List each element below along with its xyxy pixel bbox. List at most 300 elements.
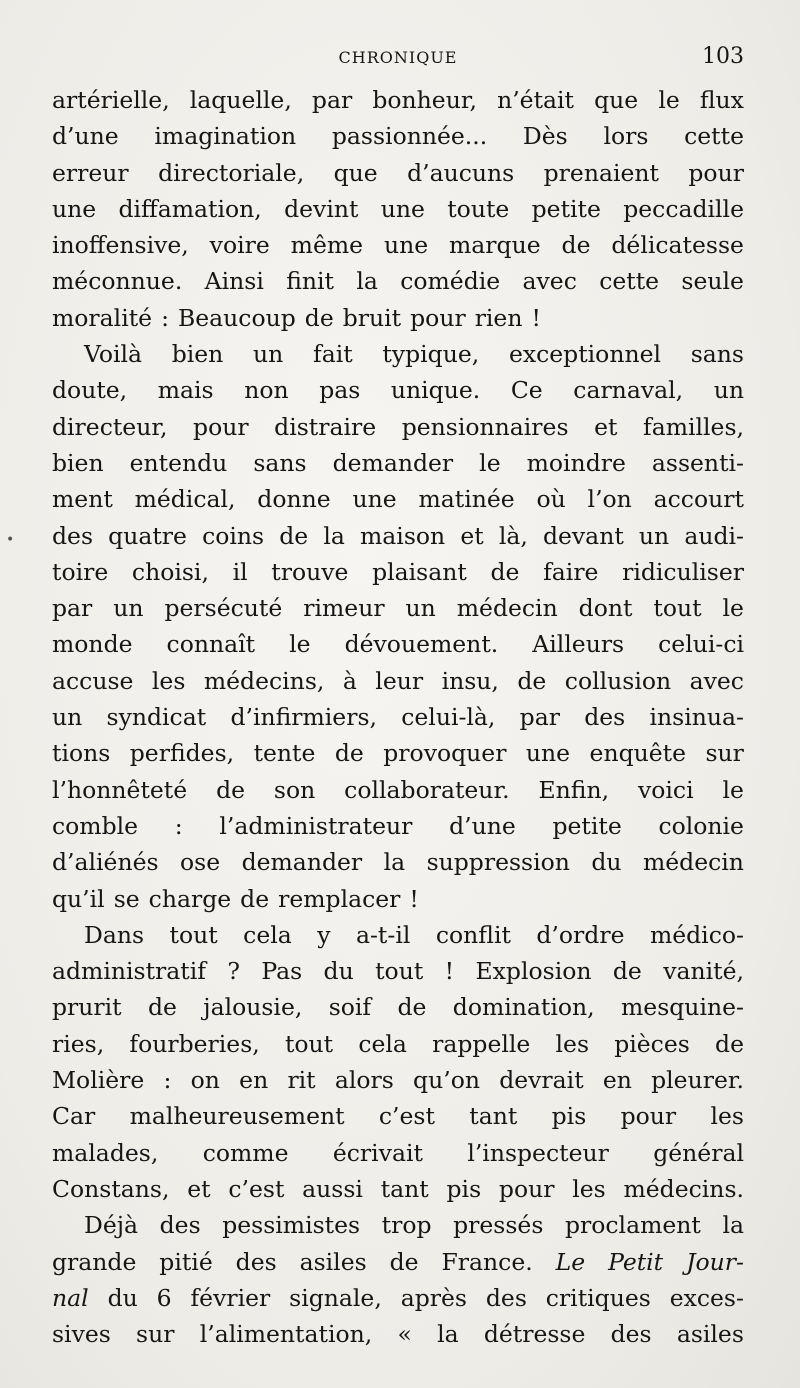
- word: une: [52, 194, 97, 223]
- word: carnaval,: [573, 376, 684, 405]
- word: cette: [599, 267, 660, 296]
- word: :: [174, 811, 183, 840]
- word: moindre: [526, 448, 626, 477]
- word: domination,: [452, 993, 595, 1022]
- word: tente: [253, 739, 316, 768]
- word: de: [561, 231, 591, 260]
- word: cela: [243, 920, 292, 949]
- word: familles,: [643, 412, 744, 441]
- word: nal: [52, 1283, 89, 1312]
- word: de: [517, 666, 547, 695]
- running-head: [52, 44, 744, 74]
- word: fait: [313, 340, 353, 369]
- word: Ce: [510, 376, 543, 405]
- word: bien: [52, 448, 104, 477]
- word: provoquer: [383, 739, 507, 768]
- word: pitié: [159, 1247, 213, 1276]
- word: marque: [449, 231, 541, 260]
- word: l’alimentation,: [199, 1320, 373, 1349]
- word: malades,: [52, 1138, 159, 1167]
- word: pensionnaires: [401, 412, 569, 441]
- word: médecins,: [203, 666, 325, 695]
- text-line: [52, 554, 744, 590]
- word: médecin: [456, 594, 558, 623]
- word: demander: [241, 848, 363, 877]
- text-line: [52, 1280, 744, 1316]
- word: cela: [358, 1029, 407, 1058]
- word: trop: [381, 1211, 432, 1240]
- word: 6: [156, 1283, 172, 1312]
- word: la: [323, 521, 345, 550]
- word: tout: [284, 1029, 334, 1058]
- word: !: [531, 303, 541, 332]
- word: enquête: [589, 739, 687, 768]
- word: tout: [653, 594, 702, 623]
- word: les: [555, 1029, 590, 1058]
- word: Voilà: [84, 340, 143, 369]
- word: flux: [699, 86, 744, 114]
- word: suppression: [426, 848, 570, 877]
- word: doute,: [52, 376, 128, 405]
- word: des: [52, 521, 94, 550]
- text-line: [52, 772, 744, 808]
- word: général: [653, 1138, 744, 1167]
- word: pis: [446, 1174, 482, 1203]
- word: bien: [171, 340, 224, 369]
- word: Dans: [84, 920, 145, 949]
- text-line: [52, 1171, 744, 1207]
- word: de: [397, 993, 427, 1022]
- word: médico-: [649, 920, 744, 949]
- word: asiles: [299, 1247, 367, 1276]
- word: d’infirmiers,: [230, 703, 377, 732]
- word: syndicat: [106, 703, 207, 732]
- word: connaît: [166, 630, 256, 659]
- word: pour: [620, 1102, 677, 1131]
- word: Car: [52, 1102, 96, 1131]
- word: de: [612, 957, 642, 986]
- text-line: [52, 82, 744, 118]
- word: médecin: [642, 848, 744, 877]
- word: y: [317, 920, 331, 949]
- word: une: [380, 194, 425, 223]
- text-line: [52, 263, 744, 299]
- word: Jour-: [686, 1247, 744, 1276]
- running-title: CHRONIQUE: [338, 48, 458, 67]
- word: laquelle,: [189, 86, 292, 114]
- word: à: [342, 666, 357, 695]
- word: écrivait: [332, 1138, 423, 1167]
- word: celui-ci: [658, 630, 744, 659]
- word: plaisant: [372, 557, 467, 586]
- word: où: [536, 485, 566, 514]
- word: une: [383, 231, 429, 260]
- word: toute: [447, 194, 510, 223]
- word: collusion: [564, 666, 672, 695]
- word: des: [235, 1247, 277, 1276]
- word: avec: [522, 267, 577, 296]
- word: de: [216, 775, 246, 804]
- word: lors: [603, 122, 649, 151]
- word: grande: [52, 1247, 137, 1276]
- word: qu’il: [52, 884, 105, 913]
- word: de: [715, 1029, 744, 1058]
- text-line: [52, 336, 744, 372]
- word: le: [722, 594, 744, 623]
- text-line: [52, 518, 744, 554]
- word: Beaucoup: [177, 303, 296, 332]
- text-line: [52, 844, 744, 880]
- word: comble: [52, 811, 139, 840]
- word: matinée: [418, 485, 515, 514]
- word: mesquine-: [621, 993, 744, 1022]
- word: médecins.: [623, 1174, 744, 1203]
- word: demander: [332, 448, 454, 477]
- word: remplacer: [278, 884, 401, 913]
- text-line: [52, 917, 744, 953]
- text-line: [52, 481, 744, 517]
- word: accourt: [653, 485, 744, 514]
- word: tout: [375, 957, 424, 986]
- word: audi-: [684, 521, 744, 550]
- word: Déjà: [84, 1211, 139, 1240]
- word: insinua-: [649, 703, 744, 732]
- word: moralité: [52, 303, 153, 332]
- word: toire: [52, 557, 109, 586]
- word: voire: [209, 231, 270, 260]
- word: «: [397, 1320, 412, 1349]
- word: par: [52, 594, 93, 623]
- word: collaborateur.: [344, 775, 510, 804]
- word: pessimistes: [222, 1211, 361, 1240]
- word: tout: [169, 920, 218, 949]
- word: alors: [334, 1066, 394, 1095]
- text-line: [52, 1135, 744, 1171]
- word: médical,: [134, 485, 236, 514]
- word: même: [290, 231, 364, 260]
- word: l’honnêteté: [52, 775, 188, 804]
- word: pour: [193, 412, 249, 441]
- text-line: [52, 735, 744, 771]
- word: mais: [157, 376, 214, 405]
- word: ment: [52, 485, 113, 514]
- word: de: [147, 993, 177, 1022]
- word: ose: [180, 848, 221, 877]
- word: France.: [441, 1247, 533, 1276]
- word: devrait: [499, 1066, 584, 1095]
- text-line: [52, 1062, 744, 1098]
- word: de: [240, 884, 270, 913]
- word: Molière: [52, 1066, 145, 1095]
- word: la: [722, 1211, 744, 1240]
- word: Ailleurs: [532, 630, 625, 659]
- word: par: [311, 86, 353, 114]
- word: d’ordre: [536, 920, 625, 949]
- word: rappelle: [432, 1029, 531, 1058]
- word: :: [161, 303, 169, 332]
- word: Explosion: [475, 957, 592, 986]
- word: petite: [552, 811, 622, 840]
- text-line: [52, 155, 744, 191]
- word: de: [279, 521, 309, 550]
- word: son: [273, 775, 316, 804]
- word: coins: [202, 521, 265, 550]
- word: soif: [328, 993, 372, 1022]
- word: c’est: [378, 1102, 435, 1131]
- word: perfides,: [129, 739, 235, 768]
- word: détresse: [483, 1320, 586, 1349]
- word: pas: [319, 376, 361, 405]
- word: pis: [551, 1102, 587, 1131]
- word: les: [572, 1174, 606, 1203]
- word: n’était: [497, 86, 575, 114]
- word: exces-: [669, 1283, 744, 1312]
- word: Constans,: [52, 1174, 170, 1203]
- word: conflit: [435, 920, 511, 949]
- word: après: [400, 1283, 467, 1312]
- word: en: [239, 1066, 269, 1095]
- word: Ainsi: [204, 267, 264, 296]
- word: vanité,: [663, 957, 744, 986]
- word: que: [594, 86, 639, 114]
- word: du: [323, 957, 354, 986]
- word: ridiculiser: [622, 557, 744, 586]
- text-line: [52, 1316, 744, 1352]
- word: sans: [253, 448, 307, 477]
- word: sans: [690, 340, 744, 369]
- word: faire: [543, 557, 599, 586]
- word: des: [584, 703, 626, 732]
- word: dévouement.: [344, 630, 499, 659]
- word: et: [187, 1174, 211, 1203]
- word: tant: [469, 1102, 518, 1131]
- word: un: [713, 376, 744, 405]
- word: méconnue.: [52, 267, 183, 296]
- word: pressés: [453, 1211, 544, 1240]
- word: du: [107, 1283, 138, 1312]
- word: pour: [410, 303, 466, 332]
- text-line: [52, 626, 744, 662]
- word: les: [710, 1102, 744, 1131]
- word: de: [490, 557, 520, 586]
- word: comme: [202, 1138, 289, 1167]
- text-line: [52, 227, 744, 263]
- word: devant: [542, 521, 624, 550]
- word: délicatesse: [611, 231, 744, 260]
- word: les: [151, 666, 186, 695]
- word: !: [444, 957, 455, 986]
- word: choisi,: [131, 557, 209, 586]
- word: sives: [52, 1320, 111, 1349]
- word: bonheur,: [372, 86, 477, 114]
- word: sur: [705, 739, 744, 768]
- word: un: [52, 703, 83, 732]
- word: d’une: [449, 811, 516, 840]
- word: d’aucuns: [407, 158, 515, 187]
- word: qu’on: [413, 1066, 480, 1095]
- word: il: [232, 557, 248, 586]
- word: typique,: [382, 340, 480, 369]
- word: l’on: [587, 485, 632, 514]
- word: du: [591, 848, 622, 877]
- word: non: [244, 376, 289, 405]
- text-line: [52, 1244, 744, 1280]
- word: jalousie,: [203, 993, 303, 1022]
- word: de: [389, 1247, 419, 1276]
- word: celui-là,: [401, 703, 496, 732]
- word: comédie: [400, 267, 501, 296]
- word: des: [485, 1283, 527, 1312]
- word: passionnée...: [331, 122, 488, 151]
- word: leur: [375, 666, 424, 695]
- text-line: [52, 953, 744, 989]
- word: le: [479, 448, 501, 477]
- text-line: [52, 663, 744, 699]
- text-line: [52, 989, 744, 1025]
- word: cette: [684, 122, 744, 151]
- word: c’est: [228, 1174, 285, 1203]
- word: colonie: [658, 811, 744, 840]
- word: de: [334, 739, 364, 768]
- text-line: [52, 881, 744, 917]
- word: un: [638, 521, 670, 550]
- word: quatre: [108, 521, 187, 550]
- word: devint: [284, 194, 359, 223]
- word: le: [658, 86, 680, 114]
- word: !: [409, 884, 419, 913]
- word: que: [333, 158, 378, 187]
- page-number: 103: [702, 44, 744, 69]
- word: là,: [498, 521, 528, 550]
- word: unique.: [390, 376, 481, 405]
- word: maison: [360, 521, 446, 550]
- word: de: [304, 303, 334, 332]
- word: prenaient: [543, 158, 659, 187]
- word: directeur,: [52, 412, 168, 441]
- word: aussi: [302, 1174, 363, 1203]
- word: tions: [52, 739, 111, 768]
- word: Le: [555, 1247, 586, 1276]
- word: erreur: [52, 158, 129, 187]
- word: insu,: [441, 666, 499, 695]
- text-line: [52, 1207, 744, 1243]
- text-line: [52, 300, 744, 336]
- word: donne: [257, 485, 331, 514]
- word: distraire: [274, 412, 377, 441]
- text-line: [52, 445, 744, 481]
- word: ries,: [52, 1029, 105, 1058]
- word: le: [289, 630, 311, 659]
- word: exceptionnel: [508, 340, 662, 369]
- word: la: [356, 267, 378, 296]
- word: l’administrateur: [219, 811, 413, 840]
- word: Dès: [522, 122, 568, 151]
- word: bruit: [342, 303, 402, 332]
- word: d’aliénés: [52, 848, 159, 877]
- word: une: [525, 739, 571, 768]
- word: on: [190, 1066, 220, 1095]
- word: voici: [637, 775, 694, 804]
- text-line: [52, 118, 744, 154]
- word: rit: [287, 1066, 316, 1095]
- word: Pas: [261, 957, 303, 986]
- text-line: [52, 590, 744, 626]
- word: une: [352, 485, 397, 514]
- word: un: [253, 340, 284, 369]
- word: a-t-il: [355, 920, 411, 949]
- word: inoffensive,: [52, 231, 189, 260]
- word: ?: [227, 957, 240, 986]
- word: fourberies,: [129, 1029, 260, 1058]
- word: malheureusement: [129, 1102, 345, 1131]
- word: imagination: [154, 122, 297, 151]
- word: pleurer.: [651, 1066, 744, 1095]
- word: l’inspecteur: [467, 1138, 609, 1167]
- word: artérielle,: [52, 86, 170, 114]
- word: rimeur: [303, 594, 385, 623]
- word: pièces: [614, 1029, 690, 1058]
- text-line: [52, 1026, 744, 1062]
- word: des: [159, 1211, 201, 1240]
- word: d’une: [52, 122, 119, 151]
- word: la: [437, 1320, 459, 1349]
- word: trouve: [271, 557, 349, 586]
- word: :: [163, 1066, 172, 1095]
- word: dont: [578, 594, 633, 623]
- word: février: [190, 1283, 271, 1312]
- word: critiques: [545, 1283, 651, 1312]
- word: sur: [136, 1320, 175, 1349]
- text-line: [52, 372, 744, 408]
- word: entendu: [129, 448, 228, 477]
- word: rien: [474, 303, 523, 332]
- word: en: [602, 1066, 632, 1095]
- word: diffamation,: [118, 194, 262, 223]
- word: Enfin,: [538, 775, 610, 804]
- word: accuse: [52, 666, 134, 695]
- word: persécuté: [164, 594, 283, 623]
- text-line: [52, 409, 744, 445]
- text-line: [52, 191, 744, 227]
- text-line: [52, 1098, 744, 1134]
- word: proclament: [564, 1211, 701, 1240]
- word: et: [460, 521, 484, 550]
- word: avec: [689, 666, 744, 695]
- word: seule: [681, 267, 744, 296]
- word: pour: [688, 158, 744, 187]
- word: la: [383, 848, 406, 877]
- word: signale,: [289, 1283, 382, 1312]
- word: et: [594, 412, 618, 441]
- word: pour: [498, 1174, 555, 1203]
- word: se: [113, 884, 140, 913]
- word: peccadille: [623, 194, 744, 223]
- word: monde: [52, 630, 133, 659]
- word: directoriale,: [158, 158, 305, 187]
- word: asiles: [676, 1320, 744, 1349]
- word: par: [519, 703, 560, 732]
- word: prurit: [52, 993, 122, 1022]
- word: administratif: [52, 957, 206, 986]
- word: tant: [380, 1174, 429, 1203]
- word: charge: [148, 884, 232, 913]
- body-text: [52, 82, 744, 1352]
- word: finit: [286, 267, 334, 296]
- text-line: [52, 699, 744, 735]
- word: le: [722, 775, 744, 804]
- word: un: [405, 594, 436, 623]
- word: assenti-: [651, 448, 744, 477]
